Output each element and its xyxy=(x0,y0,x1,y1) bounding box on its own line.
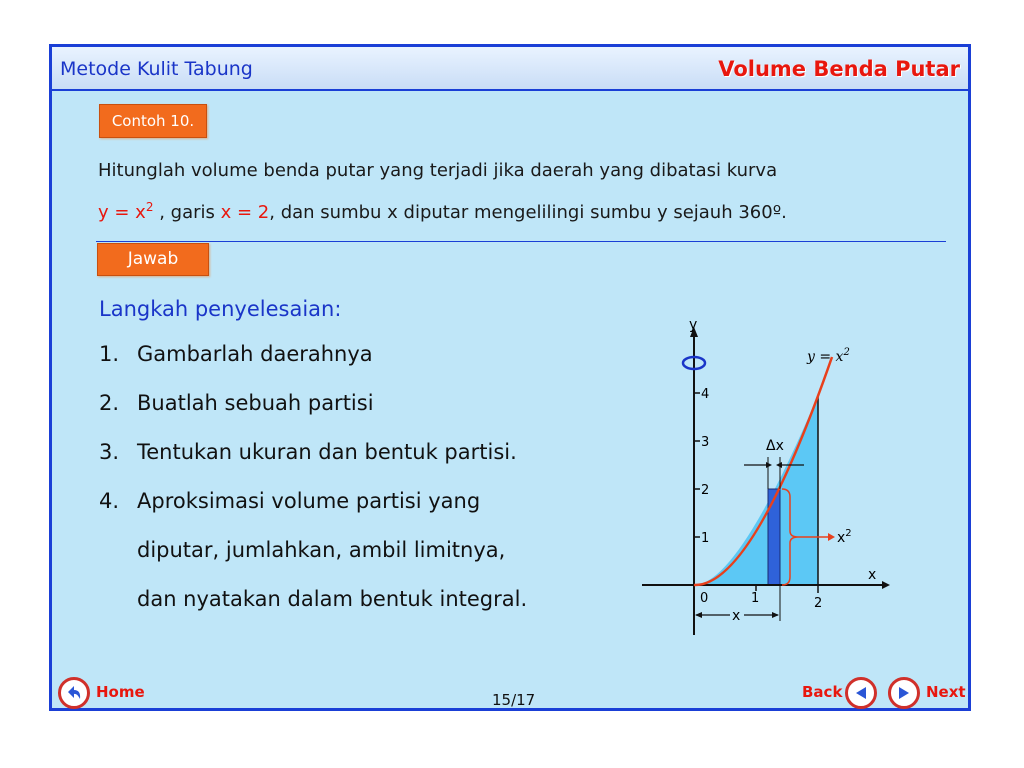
problem-text xyxy=(98,153,918,231)
triangle-right-icon xyxy=(896,685,912,701)
step-text: Aproksimasi volume partisi yang xyxy=(137,489,481,513)
radius-label: x xyxy=(732,608,741,624)
steps-list xyxy=(99,342,527,636)
home-button[interactable] xyxy=(58,677,90,709)
step-text: Tentukan ukuran dan bentuk partisi. xyxy=(137,440,517,464)
step-4 xyxy=(99,489,527,538)
topic-title: Volume Benda Putar xyxy=(718,57,960,81)
step-text: Buatlah sebuah partisi xyxy=(137,391,374,415)
problem-line-2 xyxy=(98,189,918,231)
step-4-continued-2: dan nyatakan dalam bentuk integral. xyxy=(137,587,528,611)
home-link[interactable]: Home xyxy=(96,683,145,701)
return-arrow-icon xyxy=(65,684,83,702)
back-button[interactable] xyxy=(845,677,877,709)
answer-badge: Jawab xyxy=(97,243,209,276)
step-2 xyxy=(99,391,527,440)
next-button[interactable] xyxy=(888,677,920,709)
step-1 xyxy=(99,342,527,391)
shaded-region xyxy=(694,395,818,585)
y-tick-1: 1 xyxy=(701,531,710,546)
step-4-continued-1: diputar, jumlahkan, ambil limitnya, xyxy=(137,538,506,562)
next-link[interactable]: Next xyxy=(926,683,966,701)
height-label: $x^2$ xyxy=(837,528,852,546)
slide xyxy=(49,44,971,711)
curve-equation: y = x xyxy=(98,202,146,223)
page-number: 15/17 xyxy=(492,691,536,709)
partition-strip xyxy=(768,489,780,585)
triangle-left-icon xyxy=(853,685,869,701)
step-number: 3. xyxy=(99,440,120,464)
example-badge: Contoh 10. xyxy=(99,104,207,138)
dx-arrowhead-left xyxy=(766,462,772,468)
slide-header xyxy=(52,47,968,91)
step-number: 4. xyxy=(99,489,120,513)
problem-line-1: Hitunglah volume benda putar yang terjadi jika daerah yang dibatasi kurva xyxy=(98,160,778,181)
x-axis-label: x xyxy=(868,567,877,583)
x-axis-arrow xyxy=(882,581,890,589)
region-graph xyxy=(632,317,892,637)
problem-connector: , garis xyxy=(153,202,221,223)
y-tick-3: 3 xyxy=(701,435,710,450)
problem-end: , dan sumbu x diputar mengelilingi sumbu y sejauh 360º. xyxy=(269,202,787,223)
step-number: 1. xyxy=(99,342,120,366)
step-3 xyxy=(99,440,527,489)
x-tick-1: 1 xyxy=(751,591,760,606)
dx-label: Δx xyxy=(766,438,784,454)
radius-arrowhead-right xyxy=(772,612,779,618)
y-axis-label: y xyxy=(689,317,698,333)
radius-arrowhead-left xyxy=(695,612,702,618)
curve-exponent: 2 xyxy=(145,200,154,214)
curve-label: $y = x^2$ xyxy=(807,347,850,365)
step-text: Gambarlah daerahnya xyxy=(137,342,373,366)
y-tick-4: 4 xyxy=(701,387,710,402)
line-equation: x = 2 xyxy=(220,202,270,223)
back-link[interactable]: Back xyxy=(802,683,843,701)
dx-arrowhead-right xyxy=(776,462,782,468)
step-number: 2. xyxy=(99,391,120,415)
section-title: Metode Kulit Tabung xyxy=(60,58,253,80)
y-tick-2: 2 xyxy=(701,483,710,498)
divider xyxy=(96,241,946,242)
steps-title: Langkah penyelesaian: xyxy=(99,297,342,321)
height-arrowhead xyxy=(828,533,835,541)
x-tick-0: 0 xyxy=(700,591,709,606)
x-tick-2: 2 xyxy=(814,596,823,611)
